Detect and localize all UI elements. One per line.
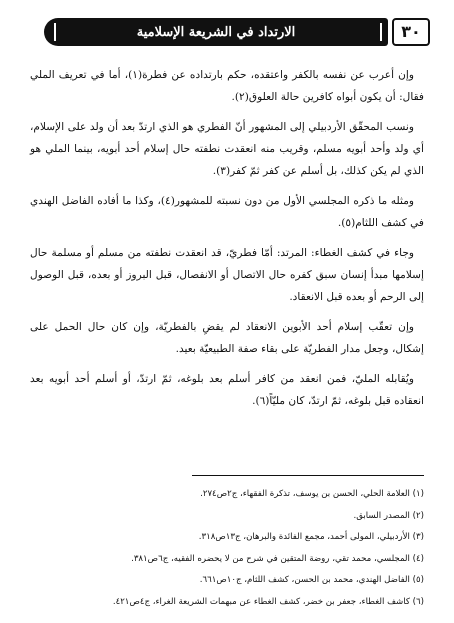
footnote: (٢) المصدر السابق.: [353, 510, 424, 521]
paragraph: ويُقابله المليّ، فمن انعقد من كافر أسلم بعد بلوغه، ثمّ ارتدّ، أو أسلم أحد أبويه بعد انعقاده قبل بلوغه، ثمّ ارتدّ، كان مليّاً(٦).: [30, 373, 424, 407]
body-text: [30, 64, 424, 420]
paragraph: ونسب المحقّق الأردبيلي إلى المشهور أنّ الفطري هو الذي ارتدّ بعد أن ولد على الإسلام، أي ولد وأحد أبويه مسلم، وقريب منه انعقدت نطفته حال إسلام أحد أبويه، بينما الملي هو الذي لم يكن كذلك، بل أسلم عن كفر ثمّ كفر(٣).: [30, 121, 424, 177]
footnote: (١) العلامة الحلي، الحسن بن يوسف، تذكرة الفقهاء، ج٢ص٢٧٤.: [200, 489, 424, 499]
page-header: [44, 18, 430, 46]
footnote-divider: [192, 475, 424, 476]
paragraph: وجاء في كشف الغطاء: المرتد: أمّا فطريّ، قد انعقدت نطفته من مسلم أو مسلمة حال إسلامها مبدأ إنسان سبق كفره حال الاتصال أو الانفصال، قبل البروز أو بعده، قبل الوصول إلى الرحم أو بعده قبل الانعقاد.: [30, 247, 424, 303]
paragraph: ومثله ما ذكره المجلسي الأول من دون نسبته للمشهور(٤)، وكذا ما أفاده الفاضل الهندي في كشف اللثام(٥).: [30, 195, 424, 229]
title-banner: [44, 18, 388, 46]
footnotes: [30, 484, 424, 614]
footnote: (٣) الأردبيلي، المولى أحمد، مجمع الفائدة والبرهان، ج١٣ص٣١٨.: [198, 532, 424, 543]
page-number: ٣٠: [392, 18, 430, 46]
paragraph: وإن تعقّب إسلام أحد الأبوين الانعقاد لم يقضِ بالفطريّة، وإن كان حال الحمل على إشكال، وجعل مدار الفطريّة على بقاء صفة الطبيعيّة بعيد.: [30, 321, 424, 355]
footnote: (٥) الفاضل الهندي، محمد بن الحسن، كشف اللثام، ج١٠ص٦٦١.: [199, 575, 424, 586]
footnote: (٤) المجلسي، محمد تقي، روضة المتقين في شرح من لا يحضره الفقيه، ج٦ص٣٨١.: [131, 553, 424, 564]
paragraph: وإن أعرب عن نفسه بالكفر واعتقده، حكم بارتداده عن فطرة(١)، أما في تعريف الملي فقال: أن يكون أبواه كافرين حالة العلوق(٢).: [30, 69, 424, 103]
book-title: الارتداد في الشريعة الإسلامية: [136, 24, 296, 40]
footnote: (٦) كاشف الغطاء، جعفر بن خضر، كشف الغطاء عن مبهمات الشريعة الغراء، ج٤ص٤٢١.: [112, 596, 424, 607]
